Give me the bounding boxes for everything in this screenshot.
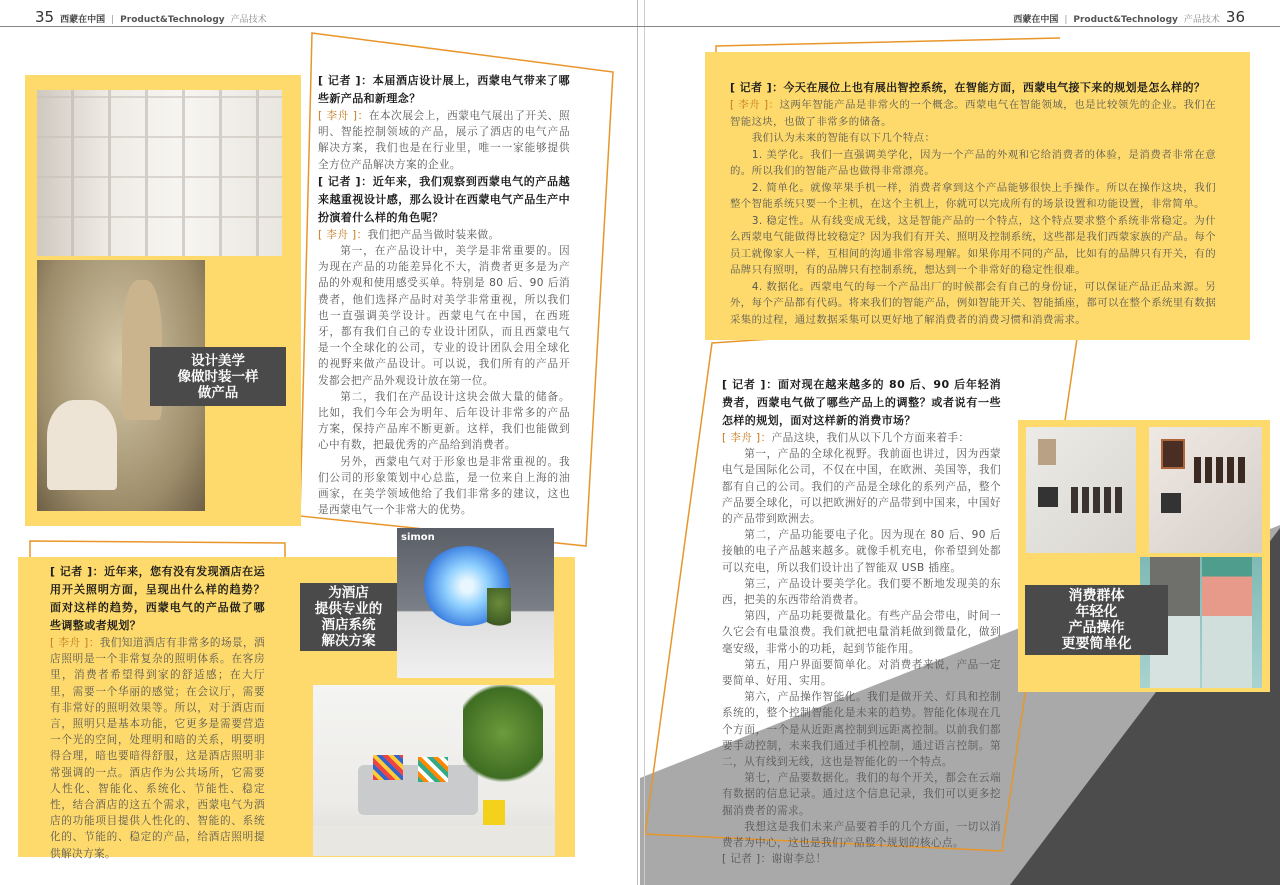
- paragraph-text: 2. 简单化。就像苹果手机一样，消费者拿到这个产品能够很快上手操作。所以在操作这块，我们整个智能系统只要一个主机，在这个主机上，你就可以完成所有的场景设置和功能设置，非常简单。: [730, 181, 1216, 210]
- interview-answer: [50, 635, 265, 862]
- speaker-label: [ 记者 ]：: [318, 174, 373, 188]
- header-rule-left: [0, 26, 640, 27]
- speaker-label: [ 李舟 ]：: [50, 637, 100, 649]
- switch-panel-photo-2: [1149, 427, 1262, 553]
- page-number: 35: [35, 8, 55, 26]
- paragraph-text: 在本次展会上，西蒙电气展出了开关、照明、智能控制领域的产品，展示了酒店的电气产品解决方案，我们也是在行业里，唯一一家能够提供全方位产品解决方案的企业。: [318, 110, 570, 171]
- orange-frame-top-right: [716, 38, 1060, 52]
- interview-column-2: [50, 563, 265, 862]
- speaker-label: [ 记者 ]：: [318, 74, 373, 87]
- paragraph-text: 第三，产品设计要美学化。我们要不断地发现美的东西，把美的东西带给消费者。: [722, 577, 1001, 607]
- paragraph-text: 第七，产品要数据化。我们的每个开关，都会在云端有数据的信息记录。通过这个信息记录，我们可以更多挖掘消费者的需求。: [722, 772, 1001, 817]
- section-cn: 产品技术: [1183, 15, 1220, 25]
- paragraph-text: 谢谢李总！: [771, 853, 827, 866]
- paragraph-text: 我想这是我们未来产品要着手的几个方面，一切以消费者为中心，这也是我们产品整个规划的核心点。: [722, 820, 1001, 850]
- living-room-photo: [313, 685, 555, 856]
- paragraph-text: 第二，产品功能要电子化。因为现在 80 后、90 后接触的电子产品越来越多。就像手机充电，你希望到处都可以充电，所以我们设计出了智能双 USB 插座。: [722, 529, 1001, 574]
- simon-logo: simon: [401, 532, 435, 543]
- paragraph-text: 第五，用户界面要简单化。对消费者来说，产品一定要简单、好用、实用。: [722, 658, 1001, 688]
- speaker-label: [ 李舟 ]：: [318, 110, 369, 122]
- label-line: 酒店系统: [321, 617, 376, 633]
- paragraph-text: 我们知道酒店有非常多的场景，酒店照明是一个非常复杂的照明体系。在客房里，消费者希望得到家的舒适感；在大厅里，需要一个华丽的感觉；在会议厅，需要有非常好的照明效果等。所以，对于酒店而言，照明只是基本功能，它更多是需要营造一个光的空间，处理明和暗的关系，明要明得合理，暗也要暗得舒服，这是酒店照明非常强调的一点。酒店作为公共场所，它需要人性化、智能化、系统化、节能性、稳定性，结合酒店的这五个需求，西蒙电气为酒店的功能项目提供人性化的、智能的、系统化的、节能的、稳定的产品，给酒店照明提供解决方案。: [50, 637, 265, 860]
- section-en: Product&Technology: [120, 15, 225, 25]
- interview-paragraph: [722, 819, 1001, 851]
- label-line: 做产品: [197, 384, 239, 401]
- paragraph-text: 1. 美学化。我们一直强调美学化，因为一个产品的外观和它给消费者的体验，是消费者非常在意的。所以我们的智能产品也做得非常漂亮。: [730, 148, 1216, 177]
- page-fold: [637, 0, 645, 885]
- separator: |: [111, 15, 115, 25]
- speaker-label: [ 记者 ]：: [730, 81, 784, 94]
- interview-paragraph: [730, 213, 1216, 279]
- label-line: 产品操作: [1068, 620, 1125, 636]
- section-en: Product&Technology: [1073, 15, 1178, 25]
- paragraph-text: 第二，我们在产品设计这块会做大量的储备。比如，我们今年会为明年、后年设计非常多的产品方案，保持产品库不断更新。这样，我们也能做到心中有数，把最优秀的产品给到消费者。: [318, 390, 570, 452]
- paragraph-text: 第六，产品操作智能化。我们是做开关、灯具和控制系统的，整个控制智能化是未来的趋势。智能化体现在几个方面，一个是从近距离控制到远距离控制。以前我们都要手动控制，未来我们通过手机控制，通过语言控制。第二，从有线到无线，这也是智能化的一个特点。: [722, 691, 1001, 769]
- interview-paragraph: [730, 180, 1216, 213]
- interview-answer: [318, 227, 570, 243]
- interview-answer: [730, 97, 1216, 130]
- paragraph-text: 这两年智能产品是非常火的一个概念。西蒙电气在智能领域，也是比较领先的企业。我们在智能这块，也做了非常多的储备。: [730, 99, 1217, 128]
- label-hotel: [300, 583, 397, 651]
- paragraph-text: 产品这块，我们从以下几个方面来着手：: [771, 432, 970, 444]
- label-line: 为酒店: [328, 585, 369, 601]
- paragraph-text: 今天在展位上也有展出智控系统，在智能方面，西蒙电气接下来的规划是怎么样的？: [783, 81, 1206, 94]
- paragraph-text: 本届酒店设计展上，西蒙电气带来了哪些新产品和新理念？: [318, 74, 570, 105]
- magazine-name: 西蒙在中国: [1013, 15, 1059, 25]
- interview-question: [730, 79, 1216, 97]
- speaker-label: [ 记者 ]：: [722, 853, 772, 866]
- interview-paragraph: [730, 130, 1216, 147]
- interview-paragraph: [722, 689, 1001, 770]
- interview-paragraph: [722, 576, 1001, 608]
- label-line: 年轻化: [1075, 604, 1118, 620]
- label-line: 消费群体: [1068, 588, 1125, 604]
- interview-paragraph: [730, 147, 1216, 180]
- paragraph-text: 另外，西蒙电气对于形象也是非常重视的。我们公司的形象策划中心总监，是一位来自上海的油画家，在美学领域他给了我们非常多的建议，这也是西蒙电气一个非常大的优势。: [318, 455, 570, 517]
- label-line: 提供专业的: [314, 601, 383, 617]
- label-young: [1025, 585, 1168, 655]
- paragraph-text: 近年来，您有没有发现酒店在运用开关照明方面，呈现出什么样的趋势？面对这样的趋势，西蒙电气的产品做了哪些调整或者规划？: [50, 565, 265, 632]
- interview-question: [318, 72, 570, 108]
- interview-column-3: [730, 79, 1216, 328]
- header-rule-right: [640, 26, 1280, 27]
- label-line: 更要简单化: [1061, 636, 1132, 652]
- label-design: [150, 347, 286, 406]
- paragraph-text: 我们把产品当做时装来做。: [367, 228, 500, 241]
- paragraph-text: 3. 稳定性。从有线变成无线，这是智能产品的一个特点，这个特点要求整个系统非常稳定。为什么西蒙电气能做得比较稳定？因为我们有开关、照明及控制系统，这些都是我们西蒙家族的产品。每个员工就像家人一样，互相间的沟通非常容易理解。如果你用不同的产品，比如有的品牌只有开关，有的品牌只有照明，有的品牌只有控制系统，想达到一个非常好的稳定性很难。: [730, 214, 1216, 276]
- interview-question: [722, 376, 1001, 430]
- paragraph-text: 4. 数据化。西蒙电气的每一个产品出厂的时候都会有自己的身份证，可以保证产品正品来源。另外，每个产品都有代码。将来我们的智能产品，例如智能开关、智能插座，都可以在整个系统里有数据采集的过程，通过数据采集可以更好地了解消费者的消费习惯和消费需求。: [730, 280, 1216, 326]
- label-line: 设计美学: [191, 352, 245, 369]
- interview-question: [50, 563, 265, 635]
- header-left: [35, 8, 267, 26]
- interview-paragraph: [722, 851, 1001, 867]
- interview-paragraph: [318, 454, 570, 519]
- interview-paragraph: [722, 446, 1001, 527]
- speaker-label: [ 记者 ]：: [722, 378, 779, 391]
- interview-paragraph: [722, 770, 1001, 819]
- paragraph-text: 第一，在产品设计中，美学是非常重要的。因为现在产品的功能差异化不大，消费者更多是为产品的外观和使用感受买单。特别是 80 后、90 后消费者，他们选择产品时对美学非常重视，所以我们也一直强调美学设计。西蒙电气在中国，在西班牙，都有我们自己的专业设计团队，而且西蒙电气是一个全球化的公司，专业的设计团队会用全球化的视野来做产品设计。可以说，我们所有的产品开发都会把产品外观设计放在第一位。: [318, 245, 570, 387]
- paragraph-text: 面对现在越来越多的 80 后、90 后年轻消费者，西蒙电气做了哪些产品上的调整？或者说有一些怎样的规划，面对这样新的消费市场？: [722, 378, 1001, 427]
- section-cn: 产品技术: [230, 15, 267, 25]
- interview-column-1: [318, 72, 570, 518]
- speaker-label: [ 李舟 ]：: [730, 99, 780, 111]
- paragraph-text: 近年来，我们观察到西蒙电气的产品越来越重视设计感，那么设计在西蒙电气产品生产中扮演着什么样的角色呢？: [318, 174, 570, 224]
- magazine-name: 西蒙在中国: [60, 15, 106, 25]
- interview-answer: [318, 108, 570, 173]
- interview-paragraph: [730, 279, 1216, 329]
- interview-paragraph: [722, 527, 1001, 576]
- interview-question: [318, 173, 570, 227]
- page-number: 36: [1225, 8, 1245, 26]
- interview-paragraph: [722, 657, 1001, 689]
- switch-panel-photo-1: [1026, 427, 1136, 553]
- header-right: [1013, 8, 1245, 26]
- interview-answer: [722, 430, 1001, 446]
- paragraph-text: 我们认为未来的智能有以下几个特点：: [751, 132, 936, 144]
- showroom-shelves-photo: [37, 90, 282, 256]
- interview-column-4: [722, 376, 1001, 867]
- paragraph-text: 第一，产品的全球化视野。我前面也讲过，因为西蒙电气是国际化公司，不仅在中国，在欧洲、美国等，我们都有自己的公司。我们的产品是全球化的系列产品，整个产品要全球化，可以把欧洲好的产品带到中国来，中国好的产品带到欧洲去。: [722, 448, 1001, 526]
- speaker-label: [ 记者 ]：: [50, 565, 105, 578]
- label-line: 解决方案: [321, 633, 376, 649]
- interview-paragraph: [722, 608, 1001, 657]
- speaker-label: [ 李舟 ]：: [318, 228, 368, 241]
- speaker-label: [ 李舟 ]：: [722, 432, 772, 444]
- hotel-light-photo: [397, 528, 554, 678]
- interview-paragraph: [318, 243, 570, 389]
- separator: |: [1064, 15, 1068, 25]
- paragraph-text: 第四，产品功耗要微量化。有些产品会带电，时间一久它会有电量浪费。我们就把电量消耗做到微量化，做到毫安级，非常小的功耗，起到节能作用。: [722, 610, 1001, 655]
- interview-paragraph: [318, 389, 570, 454]
- label-line: 像做时装一样: [177, 368, 259, 385]
